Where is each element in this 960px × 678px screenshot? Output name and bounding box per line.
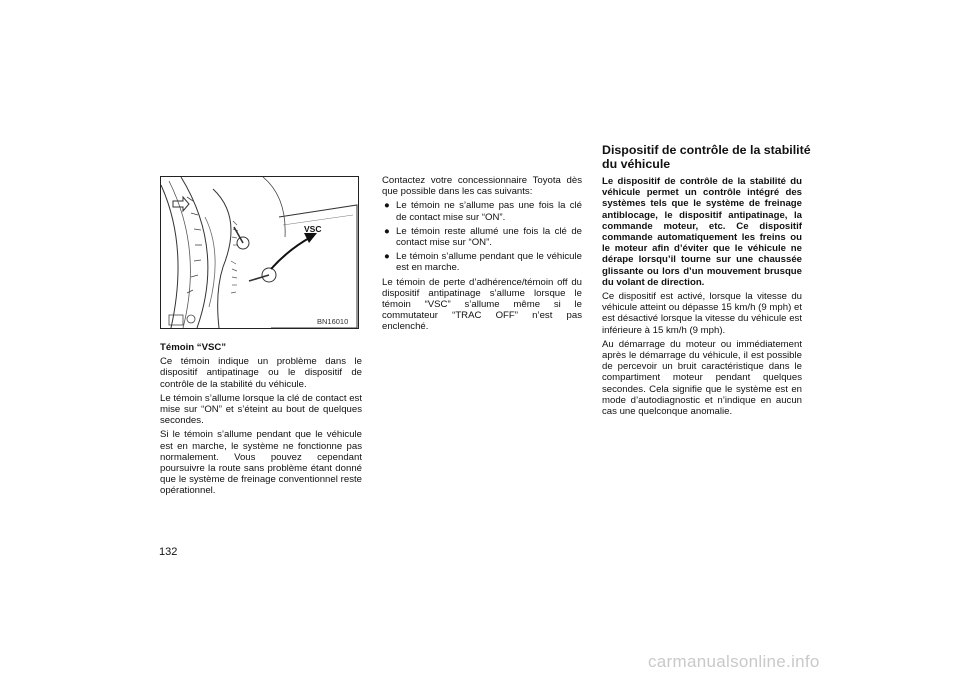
bullet-icon: ● xyxy=(384,200,390,212)
arrow-head-icon xyxy=(304,233,317,243)
bullet-text: Le témoin s’allume pendant que le véhicule est en marche. xyxy=(396,251,582,274)
bullet-item xyxy=(382,226,582,248)
lead-paragraph: Le dispositif de contrôle de la stabilité du véhicule permet un contrôle intégré des systèmes tels que le système de freinage antiblocage, le dispositif antipatinage, la commande moteur, etc. Ce dispositif commande automatiquement les freins ou le moteur afin d’éviter que le véhicule ne dérape lorsqu’il tourne sur une chaussée glissante ou lors d’un mouvement brusque du volant de direction. xyxy=(602,176,802,288)
outro-paragraph: Le témoin de perte d’adhérence/témoin off du dispositif antipatinage s’allume lorsque le témoin “VSC” s’allume même si le commutateur “TRAC OFF” n’est pas enclenché. xyxy=(382,276,582,333)
figure-caption: Témoin “VSC” xyxy=(160,342,227,353)
bullet-icon: ● xyxy=(384,225,390,237)
section-heading: Dispositif de contrôle de la stabilité du véhicule xyxy=(602,143,811,171)
intro-paragraph: Contactez votre concessionnaire Toyota dès que possible dans les cas suivants: xyxy=(382,175,582,198)
bullet-icon: ● xyxy=(384,251,390,263)
bullet-item xyxy=(382,251,582,273)
turn-signal-icon xyxy=(173,197,189,211)
paragraph: Au démarrage du moteur ou immédiatement après le démarrage du véhicule, il est possible de percevoir un bruit caractéristique dans le compartiment moteur pendant quelques secondes. Cela signifie que le système est en mode d’autodiagnostic et n’indique en aucun cas une quelconque anomalie. xyxy=(602,338,802,418)
bullet-text: Le témoin reste allumé une fois la clé de contact mise sur “ON”. xyxy=(396,225,582,249)
instrument-cluster-drawing xyxy=(161,177,358,328)
right-column xyxy=(602,176,802,420)
paragraph: Ce dispositif est activé, lorsque la vitesse du véhicule atteint ou dépasse 15 km/h (9 mph) et est désactivé lorsque la vitesse du véhicule est inférieure à 15 km/h (9 mph). xyxy=(602,291,802,336)
paragraph: Le témoin s’allume lorsque la clé de contact est mise sur “ON” et s’éteint au bout de quelques secondes. xyxy=(160,392,362,427)
paragraph: Si le témoin s’allume pendant que le véhicule est en marche, le système ne fonctionne pas normalement. Vous pouvez cependant poursuivre la route sans problème étant donné que le système de freinage conventionnel reste opérationnel. xyxy=(160,429,362,497)
paragraph: Ce témoin indique un problème dans le dispositif antipatinage ou le dispositif de contrôle de la stabilité du véhicule. xyxy=(160,356,362,390)
vsc-indicator-label: VSC xyxy=(304,224,322,234)
dashboard-vsc-illustration xyxy=(160,176,359,329)
watermark: carmanualsonline.info xyxy=(648,652,820,671)
page-number: 132 xyxy=(159,546,178,558)
left-column xyxy=(160,342,362,500)
middle-column xyxy=(382,175,582,336)
bullet-item xyxy=(382,200,582,222)
figure-code: BN16010 xyxy=(317,317,349,326)
bullet-text: Le témoin ne s’allume pas une fois la clé de contact mise sur “ON”. xyxy=(396,200,582,223)
